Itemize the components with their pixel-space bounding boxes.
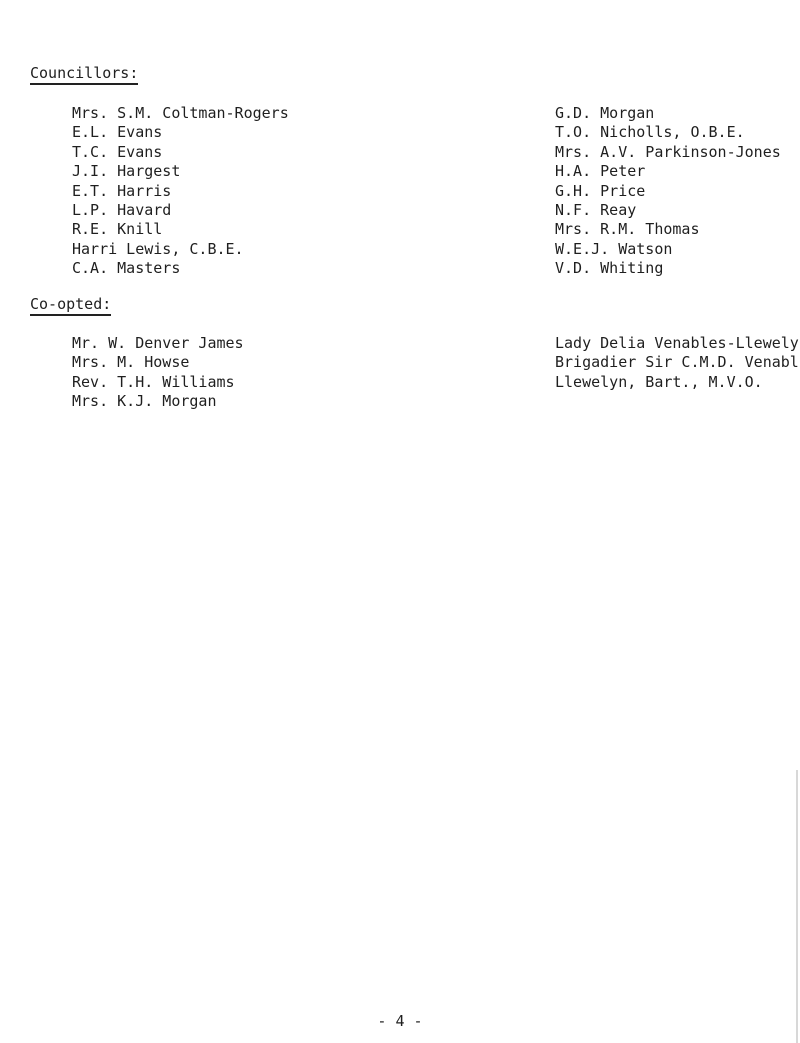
list-item: Mrs. M. Howse (72, 353, 190, 372)
councillors-heading: Councillors: (30, 64, 138, 85)
list-item: Harri Lewis, C.B.E. (72, 239, 244, 258)
list-item: Brigadier Sir C.M.D. Venabl (555, 353, 799, 372)
list-item: Mrs. R.M. Thomas (555, 220, 700, 239)
list-item: G.D. Morgan (555, 104, 655, 122)
page-number: - 4 - (377, 1012, 423, 1030)
list-item: T.C. Evans (72, 142, 163, 161)
list-item: Mr. W. Denver James (72, 334, 244, 352)
list-item: Mrs. S.M. Coltman-Rogers (72, 104, 289, 122)
list-item: H.A. Peter (555, 162, 646, 181)
list-item: Mrs. K.J. Morgan (72, 392, 217, 411)
list-item: R.E. Knill (72, 220, 163, 239)
list-item: L.P. Havard (72, 200, 172, 219)
councillors-right-column (555, 104, 781, 279)
list-item: N.F. Reay (555, 200, 637, 219)
coopted-right-column (555, 334, 799, 392)
list-item: G.H. Price (555, 181, 646, 200)
scan-edge-shadow (796, 770, 798, 1043)
list-item: W.E.J. Watson (555, 239, 673, 258)
list-item: Rev. T.H. Williams (72, 372, 235, 391)
list-item: V.D. Whiting (555, 259, 664, 278)
list-item: J.I. Hargest (72, 162, 181, 181)
councillors-left-column (72, 104, 289, 279)
list-item: Llewelyn, Bart., M.V.O. (555, 372, 763, 391)
list-item: E.T. Harris (72, 181, 172, 200)
list-item: Lady Delia Venables-Llewely (555, 334, 799, 352)
list-item: C.A. Masters (72, 259, 181, 278)
list-item: Mrs. A.V. Parkinson-Jones (555, 142, 781, 161)
list-item: T.O. Nicholls, O.B.E. (555, 123, 745, 142)
coopted-heading: Co-opted: (30, 295, 111, 316)
coopted-left-column (72, 334, 244, 412)
list-item: E.L. Evans (72, 123, 163, 142)
